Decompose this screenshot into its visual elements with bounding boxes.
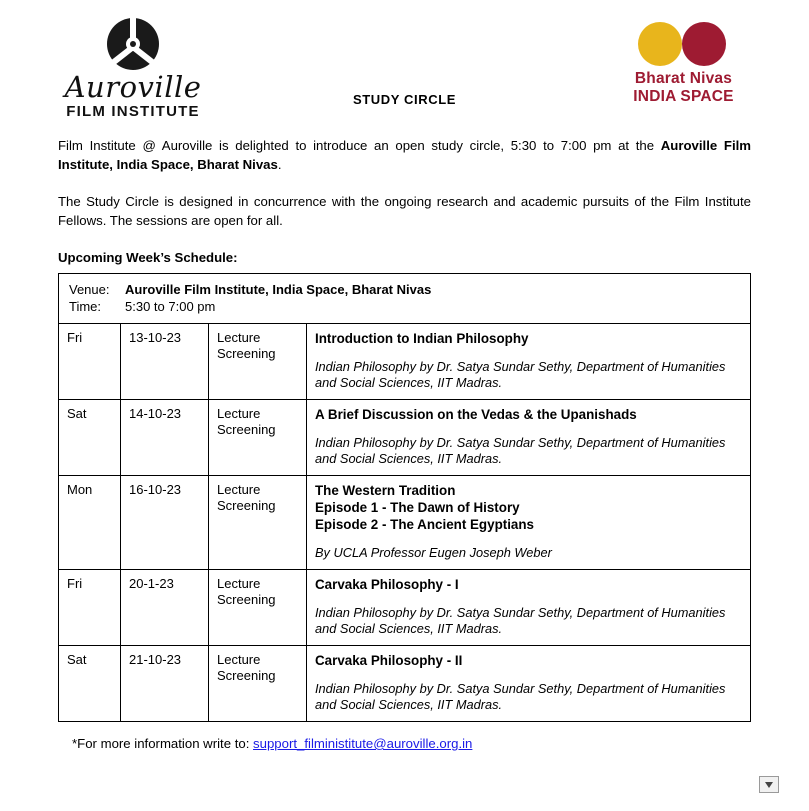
time-label: Time: (69, 299, 102, 314)
row-date: 20-1-23 (121, 570, 209, 646)
schedule-heading: Upcoming Week’s Schedule: (58, 250, 238, 265)
row-title: Introduction to Indian Philosophy (315, 331, 529, 346)
two-circles-icon (616, 22, 751, 66)
row-day: Fri (59, 324, 121, 400)
venue-value: Auroville Film Institute, India Space, Bharat Nivas (125, 282, 432, 297)
footer-note (72, 736, 751, 751)
row-day: Sat (59, 646, 121, 722)
row-description: Indian Philosophy by Dr. Satya Sundar Sethy, Department of Humanities and Social Sciences, IIT Madras. (315, 359, 726, 390)
table-row (59, 476, 751, 570)
row-title-episode-1: Episode 1 - The Dawn of History (315, 500, 520, 515)
time-value: 5:30 to 7:00 pm (125, 299, 216, 314)
intro-p1-after: . (277, 157, 282, 172)
bharat-nivas-line1: Bharat Nivas (634, 70, 733, 87)
logo-script-name: Auroville (64, 70, 202, 104)
bharat-nivas-logo (616, 22, 751, 106)
row-title-episode-2: Episode 2 - The Ancient Egyptians (315, 517, 534, 532)
row-type: Lecture Screening (209, 476, 307, 570)
row-type: Lecture Screening (209, 570, 307, 646)
row-day: Fri (59, 570, 121, 646)
row-description: Indian Philosophy by Dr. Satya Sundar Sethy, Department of Humanities and Social Sciences, IIT Madras. (315, 681, 726, 712)
row-date: 13-10-23 (121, 324, 209, 400)
venue-cell (59, 274, 751, 324)
row-title: A Brief Discussion on the Vedas & the Upanishads (315, 407, 637, 422)
row-description: Indian Philosophy by Dr. Satya Sundar Sethy, Department of Humanities and Social Sciences, IIT Madras. (315, 435, 726, 466)
intro-paragraph-1 (58, 136, 751, 174)
intro-p1-bold: Auroville Film Institute, India Space, Bharat Nivas (58, 138, 751, 172)
page-title: STUDY CIRCLE (352, 92, 457, 107)
row-day: Mon (59, 476, 121, 570)
venue-label: Venue: (69, 282, 110, 297)
document-header (30, 0, 779, 118)
logo-subtitle: FILM INSTITUTE (66, 103, 200, 120)
row-content (307, 324, 751, 400)
table-row (59, 570, 751, 646)
row-date: 14-10-23 (121, 400, 209, 476)
table-row (59, 400, 751, 476)
row-description: Indian Philosophy by Dr. Satya Sundar Sethy, Department of Humanities and Social Sciences, IIT Madras. (315, 605, 726, 636)
film-reel-icon (107, 18, 159, 70)
row-type: Lecture Screening (209, 646, 307, 722)
row-content (307, 400, 751, 476)
bharat-nivas-line2: INDIA SPACE (633, 88, 734, 105)
support-email-link[interactable]: support_filministitute@auroville.org.in (253, 736, 473, 751)
row-description: By UCLA Professor Eugen Joseph Weber (315, 545, 552, 560)
footer-note-text: *For more information write to: (72, 736, 254, 751)
venue-row (59, 274, 751, 324)
row-date: 21-10-23 (121, 646, 209, 722)
row-title: Carvaka Philosophy - II (315, 653, 463, 668)
scroll-down-button[interactable] (759, 776, 779, 793)
row-content (307, 646, 751, 722)
table-row (59, 646, 751, 722)
row-content (307, 570, 751, 646)
row-title: Carvaka Philosophy - I (315, 577, 459, 592)
intro-paragraph-2: The Study Circle is designed in concurrence with the ongoing research and academic pursuits of the Film Institute Fellows. The sessions are open for all. (58, 194, 751, 228)
row-day: Sat (59, 400, 121, 476)
chevron-down-icon (765, 782, 773, 788)
schedule-table-wrapper (58, 273, 751, 722)
row-type: Lecture Screening (209, 400, 307, 476)
intro-p1-before: Film Institute @ Auroville is delighted to introduce an open study circle, 5:30 to 7:00 pm at the (58, 138, 661, 153)
row-date: 16-10-23 (121, 476, 209, 570)
row-content (307, 476, 751, 570)
row-type: Lecture Screening (209, 324, 307, 400)
table-row (59, 324, 751, 400)
schedule-table (58, 273, 751, 722)
row-title: The Western Tradition (315, 483, 456, 498)
